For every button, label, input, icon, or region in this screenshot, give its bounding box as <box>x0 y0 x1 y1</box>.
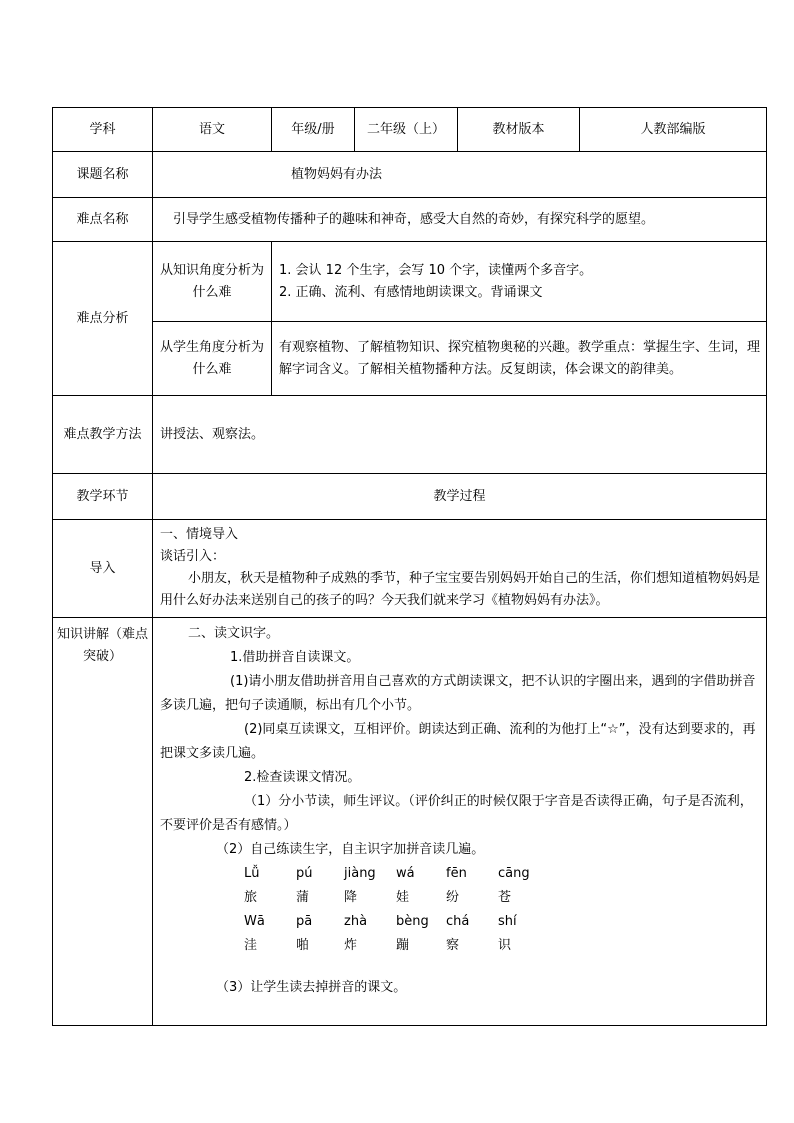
intro-paragraph: 小朋友，秋天是植物种子成熟的季节，种子宝宝要告别妈妈开始自己的生活，你们想知道植物妈妈是用什么好办法来送别自己的孩子的吗？今天我们就来学习《植物妈妈有办法》。 <box>160 571 761 608</box>
hanzi-item: 识 <box>498 938 512 953</box>
pinyin-row-2 <box>160 910 762 934</box>
step2-a: （1）分小节读，师生评议。（评价纠正的时候仅限于字音是否读得正确，句子是否流利，不要评价是否有感情。） <box>160 794 753 833</box>
knowledge-angle-label: 从知识角度分析为什么难 <box>153 242 272 322</box>
pinyin-item: wá <box>396 866 415 881</box>
process-header-row <box>53 474 767 520</box>
hanzi-item: 蒲 <box>296 890 310 905</box>
hanzi-item: 苍 <box>498 890 512 905</box>
hanzi-item: 炸 <box>344 938 358 953</box>
knowledge-item-1: 1. 会认 12 个生字，会写 10 个字，读懂两个多音字。 <box>279 262 593 278</box>
pinyin-item: Wā <box>244 914 265 929</box>
step1-title: 1.借助拼音自读课文。 <box>230 650 360 665</box>
hanzi-item: 蹦 <box>396 938 410 953</box>
method-label: 难点教学方法 <box>53 396 153 474</box>
pinyin-item: chá <box>446 914 470 929</box>
pinyin-item: pú <box>296 866 313 881</box>
header-row <box>53 108 767 152</box>
topic-label: 课题名称 <box>53 152 153 198</box>
analysis-knowledge-row <box>53 242 767 322</box>
pinyin-item: zhà <box>344 914 368 929</box>
edition-label: 教材版本 <box>458 108 580 152</box>
pinyin-item: cāng <box>498 866 530 881</box>
method-row <box>53 396 767 474</box>
topic-value: 植物妈妈有办法 <box>153 152 767 198</box>
hanzi-item: 啪 <box>296 938 310 953</box>
knowledge-content <box>153 618 767 1026</box>
subject-label: 学科 <box>53 108 153 152</box>
hanzi-row-2 <box>160 934 762 958</box>
knowledge-label: 知识讲解（难点突破） <box>53 618 153 1026</box>
intro-title: 一、情境导入 <box>160 527 239 542</box>
edition-value: 人教部编版 <box>580 108 767 152</box>
hanzi-row-1 <box>160 886 762 910</box>
pinyin-item: bèng <box>396 914 429 929</box>
reading-section-title: 二、读文识字。 <box>188 626 280 641</box>
hanzi-item: 旅 <box>244 890 258 905</box>
hanzi-item: 察 <box>446 938 460 953</box>
step2-title: 2.检查读课文情况。 <box>244 770 361 785</box>
analysis-student-row <box>53 322 767 396</box>
pinyin-item: shí <box>498 914 517 929</box>
intro-subtitle: 谈话引入： <box>160 549 226 564</box>
intro-row <box>53 520 767 618</box>
subject-value: 语文 <box>153 108 272 152</box>
difficulty-value: 引导学生感受植物传播种子的趣味和神奇，感受大自然的奇妙，有探究科学的愿望。 <box>153 198 767 242</box>
knowledge-angle-content <box>272 242 767 322</box>
knowledge-row <box>53 618 767 1026</box>
process-label: 教学环节 <box>53 474 153 520</box>
difficulty-label: 难点名称 <box>53 198 153 242</box>
step2-b: （2）自己练读生字，自主识字加拼音读几遍。 <box>216 842 485 857</box>
grade-label: 年级/册 <box>272 108 355 152</box>
pinyin-item: pā <box>296 914 313 929</box>
step1-b: (2)同桌互读课文，互相评价。朗读达到正确、流利的为他打上“☆”，没有达到要求的，再把课文多读几遍。 <box>160 722 756 761</box>
student-angle-content: 有观察植物、了解植物知识、探究植物奥秘的兴趣。教学重点：掌握生字、生词，理解字词含义。了解相关植物播种方法。反复朗读，体会课文的韵律美。 <box>272 322 767 396</box>
knowledge-item-2: 2. 正确、流利、有感情地朗读课文。背诵课文 <box>279 284 543 300</box>
intro-content <box>153 520 767 618</box>
hanzi-item: 洼 <box>244 938 258 953</box>
pinyin-item: Lǚ <box>244 866 260 881</box>
method-value: 讲授法、观察法。 <box>153 396 767 474</box>
intro-label: 导入 <box>53 520 153 618</box>
step1-a: (1)请小朋友借助拼音用自己喜欢的方式朗读课文，把不认识的字圈出来，遇到的字借助拼音多读几遍，把句子读通顺，标出有几个小节。 <box>160 674 756 713</box>
student-angle-label: 从学生角度分析为什么难 <box>153 322 272 396</box>
difficulty-row <box>53 198 767 242</box>
pinyin-item: fēn <box>446 866 467 881</box>
hanzi-item: 娃 <box>396 890 410 905</box>
pinyin-item: jiàng <box>344 866 376 881</box>
step2-c: （3）让学生读去掉拼音的课文。 <box>216 980 407 995</box>
grade-value: 二年级（上） <box>355 108 458 152</box>
analysis-label: 难点分析 <box>53 242 153 396</box>
hanzi-item: 降 <box>344 890 358 905</box>
process-value: 教学过程 <box>153 474 767 520</box>
pinyin-row-1 <box>160 862 762 886</box>
topic-row <box>53 152 767 198</box>
lesson-plan-table <box>52 107 767 1026</box>
hanzi-item: 纷 <box>446 890 460 905</box>
